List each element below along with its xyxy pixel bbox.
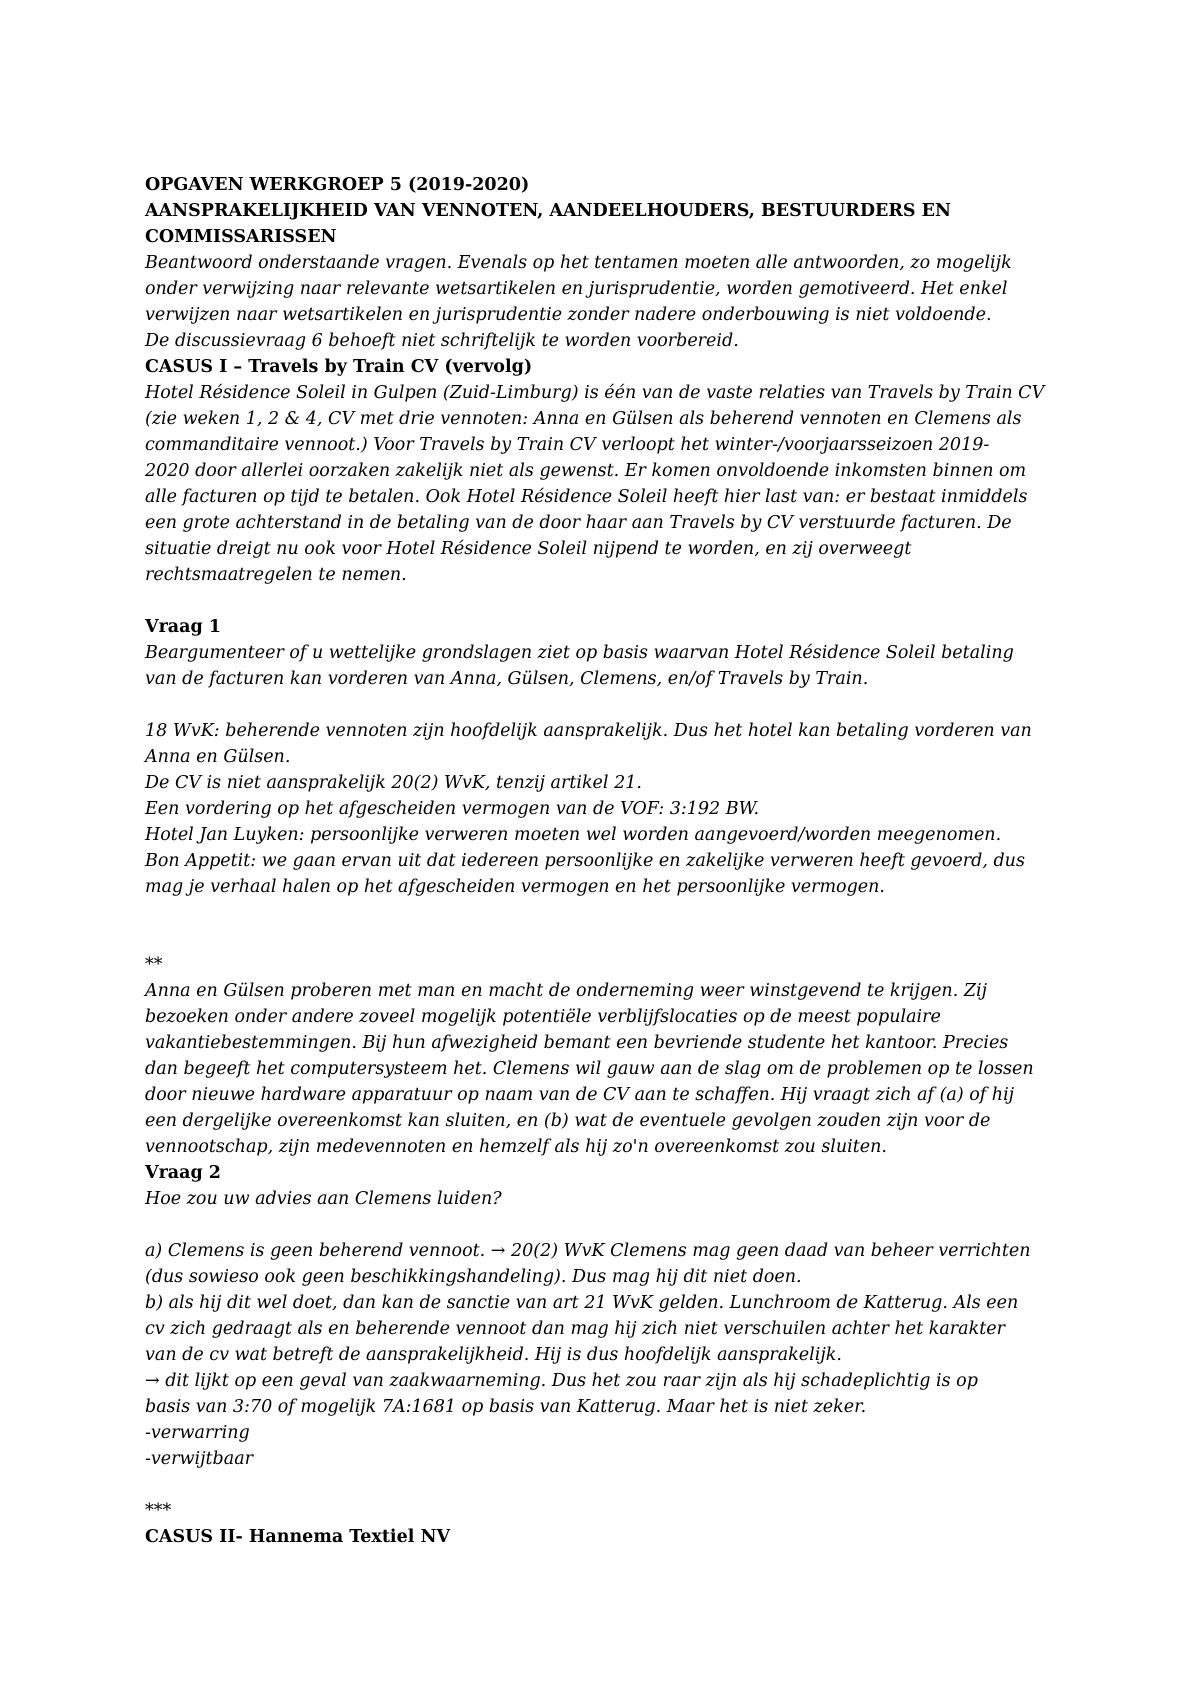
vraag1-answer-line: Een vordering op het afgescheiden vermogen van de VOF: 3:192 BW.: [145, 799, 760, 819]
vraag1-answer: [145, 718, 1065, 900]
vraag2-question: Hoe zou uw advies aan Clemens luiden?: [145, 1189, 502, 1209]
vraag1-answer-line: 18 WvK: beherende vennoten zijn hoofdelijk aansprakelijk. Dus het hotel kan betaling vorderen van: [145, 721, 1032, 741]
vraag1-answer-line: Hotel Jan Luyken: persoonlijke verweren moeten wel worden aangevoerd/worden meegenomen.: [145, 825, 1002, 845]
casus1-line: alle facturen op tijd te betalen. Ook Hotel Résidence Soleil heeft hier last van: er bestaat inmiddels: [145, 487, 1028, 507]
section-separator: **: [145, 955, 163, 975]
vraag2-answer-line: basis van 3:70 of mogelijk 7A:1681 op basis van Katterug. Maar het is niet zeker.: [145, 1397, 867, 1417]
casus1-line: (zie weken 1, 2 & 4, CV met drie vennoten: Anna en Gülsen als beherend vennoten en Clemens als: [145, 409, 1022, 429]
document-subtitle: AANSPRAKELIJKHEID VAN VENNOTEN, AANDEELHOUDERS, BESTUURDERS EN COMMISSARISSEN: [145, 201, 951, 247]
vraag1-question: [145, 640, 1065, 692]
vraag2-heading: Vraag 2: [145, 1163, 221, 1183]
document-page: [145, 172, 1065, 1550]
casus1-heading: CASUS I – Travels by Train CV (vervolg): [145, 357, 533, 377]
vraag1-question-line: van de facturen kan vorderen van Anna, Gülsen, Clemens, en/of Travels by Train.: [145, 669, 869, 689]
vraag1-question-line: Beargumenteer of u wettelijke grondslagen ziet op basis waarvan Hotel Résidence Soleil betaling: [145, 643, 1014, 663]
casus2-heading: CASUS II- Hannema Textiel NV: [145, 1527, 451, 1547]
document-title: OPGAVEN WERKGROEP 5 (2019-2020): [145, 175, 530, 195]
casus1b-line: een dergelijke overeenkomst kan sluiten, en (b) wat de eventuele gevolgen zouden zijn voor de: [145, 1111, 991, 1131]
vraag2-answer-line: -verwarring: [145, 1423, 250, 1443]
casus1-line: situatie dreigt nu ook voor Hotel Résidence Soleil nijpend te worden, en zij overweegt: [145, 539, 912, 559]
vraag2-answer-line: cv zich gedraagt als en beherende vennoot dan mag hij zich niet verschuilen achter het karakter: [145, 1319, 1005, 1339]
casus1-line: rechtsmaatregelen te nemen.: [145, 565, 407, 585]
section-separator: ***: [145, 1501, 172, 1521]
vraag2-answer-line: -verwijtbaar: [145, 1449, 253, 1469]
vraag1-answer-line: Anna en Gülsen.: [145, 747, 291, 767]
intro-line: verwijzen naar wetsartikelen en jurisprudentie zonder nadere onderbouwing is niet voldoende.: [145, 305, 992, 325]
vraag2-answer-line: van de cv wat betreft de aansprakelijkheid. Hij is dus hoofdelijk aansprakelijk.: [145, 1345, 842, 1365]
intro-line: Beantwoord onderstaande vragen. Evenals op het tentamen moeten alle antwoorden, zo mogelijk: [145, 253, 1012, 273]
intro-line: De discussievraag 6 behoeft niet schriftelijk te worden voorbereid.: [145, 331, 739, 351]
vraag2-answer: [145, 1238, 1065, 1472]
casus1-line: commanditaire vennoot.) Voor Travels by Train CV verloopt het winter-/voorjaarsseizoen 2019-: [145, 435, 990, 455]
vraag2-answer-line: (dus sowieso ook geen beschikkingshandeling). Dus mag hij dit niet doen.: [145, 1267, 802, 1287]
vraag2-answer-line: a) Clemens is geen beherend vennoot. → 20(2) WvK Clemens mag geen daad van beheer verrichten: [145, 1241, 1031, 1261]
casus1b-line: vakantiebestemmingen. Bij hun afwezigheid bemant een bevriende studente het kantoor. Precies: [145, 1033, 1009, 1053]
casus1b-line: Anna en Gülsen proberen met man en macht de onderneming weer winstgevend te krijgen. Zij: [145, 981, 987, 1001]
casus1-text: [145, 380, 1065, 588]
vraag1-answer-line: Bon Appetit: we gaan ervan uit dat iedereen persoonlijke en zakelijke verweren heeft gevoerd, dus: [145, 851, 1025, 871]
casus1b-line: vennootschap, zijn medevennoten en hemzelf als hij zo'n overeenkomst zou sluiten.: [145, 1137, 887, 1157]
casus1-line: Hotel Résidence Soleil in Gulpen (Zuid-Limburg) is één van de vaste relaties van Travels by Train CV: [145, 383, 1045, 403]
vraag1-answer-line: mag je verhaal halen op het afgescheiden vermogen en het persoonlijke vermogen.: [145, 877, 885, 897]
vraag2-answer-line: b) als hij dit wel doet, dan kan de sanctie van art 21 WvK gelden. Lunchroom de Katterug. Als een: [145, 1293, 1019, 1313]
casus1b-line: door nieuwe hardware apparatuur op naam van de CV aan te schaffen. Hij vraagt zich af (a) of hij: [145, 1085, 1015, 1105]
vraag2-answer-line: → dit lijkt op een geval van zaakwaarneming. Dus het zou raar zijn als hij schadeplichtig is op: [145, 1371, 978, 1391]
vraag1-heading: Vraag 1: [145, 617, 221, 637]
casus1b-line: dan begeeft het computersysteem het. Clemens wil gauw aan de slag om de problemen op te lossen: [145, 1059, 1034, 1079]
casus1-line: 2020 door allerlei oorzaken zakelijk niet als gewenst. Er komen onvoldoende inkomsten binnen om: [145, 461, 1027, 481]
casus1b-text: [145, 978, 1065, 1160]
intro-line: onder verwijzing naar relevante wetsartikelen en jurisprudentie, worden gemotiveerd. Het enkel: [145, 279, 1008, 299]
intro-instructions: [145, 250, 1065, 354]
casus1b-line: bezoeken onder andere zoveel mogelijk potentiële verblijfslocaties op de meest populaire: [145, 1007, 941, 1027]
vraag1-answer-line: De CV is niet aansprakelijk 20(2) WvK, tenzij artikel 21.: [145, 773, 642, 793]
casus1-line: een grote achterstand in de betaling van de door haar aan Travels by CV verstuurde facturen. De: [145, 513, 1012, 533]
